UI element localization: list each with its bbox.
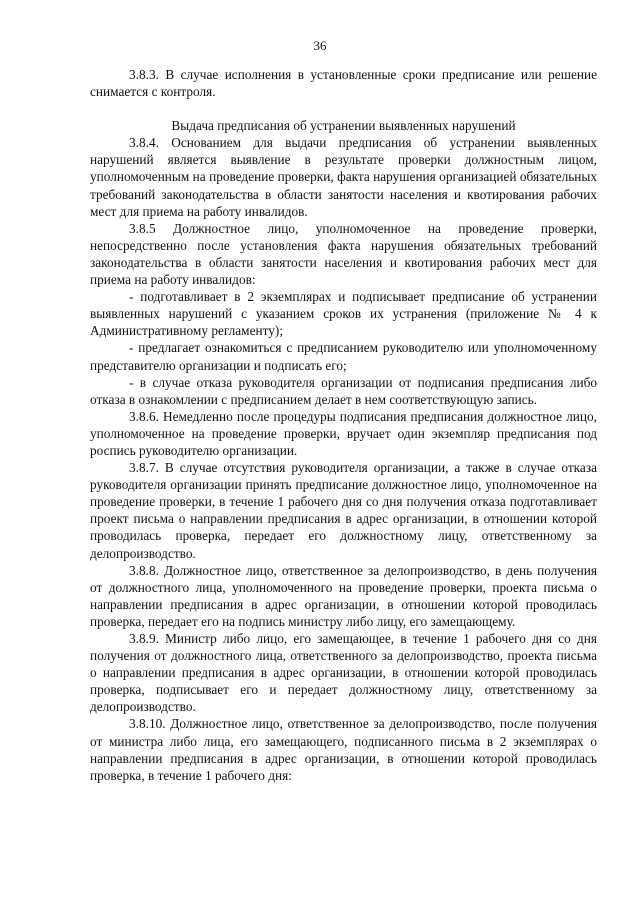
list-item: - подготавливает в 2 экземплярах и подписывает предписание об устранении выявленных нарушений с указанием сроков их устранения (приложение № 4 к Административному регламенту); bbox=[90, 289, 597, 339]
paragraph-3-8-7: 3.8.7. В случае отсутствия руководителя организации, а также в случае отказа руководителя организации принять предписание должностное лицо, уполномоченное на проведение проверки, в течение 1 рабочего дня со дня получения отказа подготавливает проект письма о направлении предписания в адрес организации, в отношении которой проводилась проверка, передает его должностному лицу, ответственному за делопроизводство. bbox=[90, 460, 597, 561]
paragraph-3-8-3: 3.8.3. В случае исполнения в установленные сроки предписание или решение снимается с контроля. bbox=[90, 67, 597, 100]
paragraph-3-8-4: 3.8.4. Основанием для выдачи предписания об устранении выявленных нарушений является выявление в результате проверки должностным лицом, уполномоченным на проведение проверки, факта нарушения организацией обязательных требований законодательства в области занятости населения и квотирования рабочих мест для приема на работу инвалидов. bbox=[90, 135, 597, 219]
paragraph-3-8-8: 3.8.8. Должностное лицо, ответственное за делопроизводство, в день получения от должностного лица, уполномоченного на проведение проверки, проекта письма о направлении предписания в адрес организации, в отношении которой проводилась проверка, передает его на подпись министру либо лицу, его замещающему. bbox=[90, 562, 597, 629]
document-body bbox=[90, 66, 597, 784]
list-item: - предлагает ознакомиться с предписанием руководителю или уполномоченному представителю организации и подписать его; bbox=[90, 340, 597, 373]
paragraph-3-8-9: 3.8.9. Министр либо лицо, его замещающее, в течение 1 рабочего дня со дня получения от должностного лица, ответственного за делопроизводство, проекта письма о направлении предписания в адрес организации, в отношении которой проводилась проверка, подписывает его и передает должностному лицу, ответственному за делопроизводство. bbox=[90, 631, 597, 715]
paragraph-3-8-6: 3.8.6. Немедленно после процедуры подписания предписания должностное лицо, уполномоченное на проведение проверки, вручает один экземпляр предписания под роспись руководителю организации. bbox=[90, 408, 597, 458]
paragraph-3-8-5: 3.8.5 Должностное лицо, уполномоченное на проведение проверки, непосредственно после установления факта нарушения обязательных требований законодательства в области занятости населения и квотирования рабочих мест для приема на работу инвалидов: bbox=[90, 220, 597, 288]
section-heading: Выдача предписания об устранении выявленных нарушений bbox=[171, 118, 516, 134]
list-item: - в случае отказа руководителя организации от подписания предписания либо отказа в ознакомлении с предписанием делает в нем соответствующую запись. bbox=[90, 374, 597, 407]
paragraph-3-8-10: 3.8.10. Должностное лицо, ответственное за делопроизводство, после получения от министра либо лица, его замещающего, подписанного письма в 2 экземплярах о направлении предписания в адрес организации, в отношении которой проводилась проверка, в течение 1 рабочего дня: bbox=[90, 716, 597, 783]
page-number: 36 bbox=[313, 38, 327, 53]
